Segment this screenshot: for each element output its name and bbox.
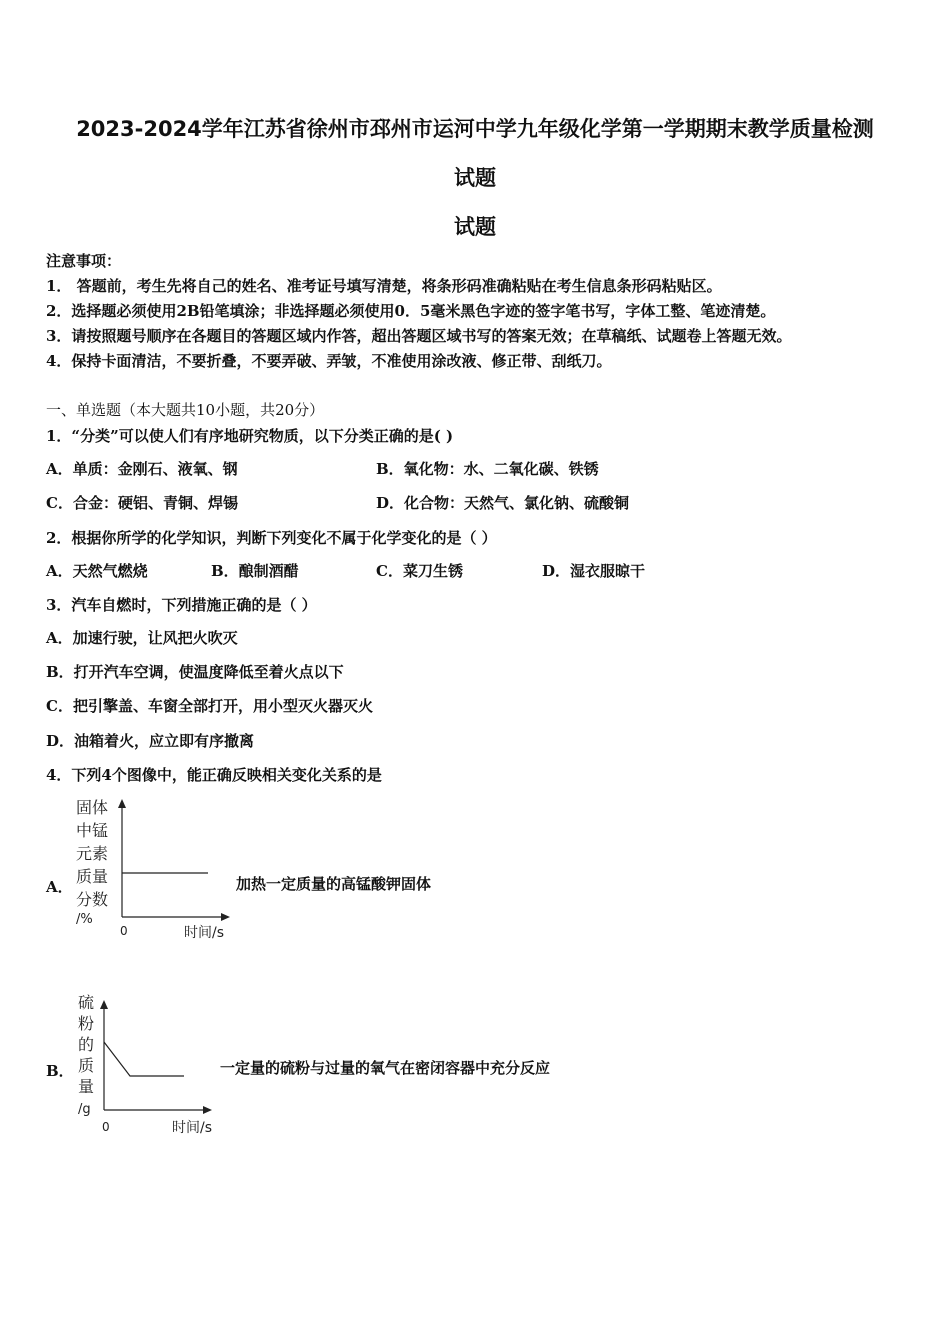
q3-stem: 3．汽车自燃时，下列措施正确的是（ ） bbox=[46, 596, 317, 614]
graph-b-ylabel-6: /g bbox=[78, 1102, 91, 1117]
graph-a-y-arrow bbox=[118, 799, 126, 808]
q1-option-d: D．化合物：天然气、氯化钠、硫酸铜 bbox=[376, 494, 630, 512]
graph-a-ylabel bbox=[76, 798, 108, 927]
notice-item-1: 1． 答题前，考生先将自己的姓名、准考证号填写清楚，将条形码准确粘贴在考生信息条形码粘贴区。 bbox=[46, 277, 722, 295]
graph-a-ylabel-1: 固体 bbox=[76, 798, 109, 817]
q4-option-b-description: 一定量的硫粉与过量的氧气在密闭容器中充分反应 bbox=[220, 1059, 551, 1077]
graph-b-data-line bbox=[104, 1042, 184, 1076]
exam-title-line1: 2023-2024学年江苏省徐州市邳州市运河中学九年级化学第一学期期末教学质量检测 bbox=[76, 117, 874, 141]
graph-a-ylabel-3: 元素 bbox=[76, 844, 109, 863]
q3-option-c: C．把引擎盖、车窗全部打开，用小型灭火器灭火 bbox=[46, 697, 373, 715]
q4-graph-a bbox=[72, 795, 242, 945]
graph-a-origin: 0 bbox=[120, 924, 128, 938]
graph-b-ylabel-5: 量 bbox=[78, 1077, 95, 1096]
q1-option-b: B．氧化物：水、二氧化碳、铁锈 bbox=[376, 460, 599, 478]
exam-subtitle: 试题 bbox=[454, 215, 496, 239]
q4-option-a-letter: A． bbox=[46, 878, 73, 896]
notice-heading: 注意事项： bbox=[46, 252, 122, 270]
graph-b-x-arrow bbox=[203, 1106, 212, 1114]
q1-stem: 1．“分类”可以使人们有序地研究物质，以下分类正确的是( ) bbox=[46, 427, 454, 445]
notice-item-4: 4．保持卡面清洁，不要折叠，不要弄破、弄皱，不准使用涂改液、修正带、刮纸刀。 bbox=[46, 352, 612, 370]
notice-item-2: 2．选择题必须使用2B铅笔填涂；非选择题必须使用0．5毫米黑色字迹的签字笔书写，字体工整、笔迹清楚。 bbox=[46, 302, 776, 320]
q2-option-b: B．酿制酒醋 bbox=[211, 562, 299, 580]
q3-option-d: D．油箱着火，应立即有序撤离 bbox=[46, 732, 255, 750]
q2-stem: 2．根据你所学的化学知识，判断下列变化不属于化学变化的是（ ） bbox=[46, 529, 497, 547]
graph-b-y-arrow bbox=[100, 1000, 108, 1009]
q3-option-b: B．打开汽车空调，使温度降低至着火点以下 bbox=[46, 663, 344, 681]
q2-option-c: C．菜刀生锈 bbox=[376, 562, 463, 580]
q1-option-a: A．单质：金刚石、液氧、钢 bbox=[46, 460, 238, 478]
graph-a-ylabel-4: 质量 bbox=[76, 867, 109, 886]
graph-b-ylabel-3: 的 bbox=[78, 1035, 95, 1054]
q2-option-d: D．湿衣服晾干 bbox=[542, 562, 646, 580]
q1-option-c: C．合金：硬铝、青铜、焊锡 bbox=[46, 494, 238, 512]
exam-title-line2: 试题 bbox=[454, 166, 496, 190]
graph-a-xlabel: 时间/s bbox=[184, 925, 225, 941]
notice-item-3: 3．请按照题号顺序在各题目的答题区域内作答，超出答题区域书写的答案无效；在草稿纸、试题卷上答题无效。 bbox=[46, 327, 792, 345]
q2-option-a: A．天然气燃烧 bbox=[46, 562, 148, 580]
graph-b-ylabel-1: 硫 bbox=[78, 993, 95, 1012]
section-heading: 一、单选题（本大题共10小题，共20分） bbox=[46, 401, 325, 419]
q3-option-a: A．加速行驶，让风把火吹灭 bbox=[46, 629, 238, 647]
graph-a-ylabel-6: /% bbox=[76, 912, 93, 927]
q4-option-b-letter: B． bbox=[46, 1062, 74, 1080]
graph-b-ylabel-4: 质 bbox=[78, 1056, 95, 1075]
q4-option-a-description: 加热一定质量的高锰酸钾固体 bbox=[236, 875, 432, 893]
graph-b-ylabel bbox=[78, 993, 94, 1117]
graph-b-ylabel-2: 粉 bbox=[78, 1014, 95, 1033]
graph-b-origin: 0 bbox=[102, 1120, 110, 1134]
graph-b-xlabel: 时间/s bbox=[172, 1120, 213, 1136]
graph-a-x-arrow bbox=[221, 913, 230, 921]
graph-a-ylabel-5: 分数 bbox=[76, 890, 109, 909]
q4-stem: 4．下列4个图像中，能正确反映相关变化关系的是 bbox=[46, 766, 382, 784]
graph-a-ylabel-2: 中锰 bbox=[76, 821, 109, 840]
q4-graph-b bbox=[72, 990, 232, 1140]
